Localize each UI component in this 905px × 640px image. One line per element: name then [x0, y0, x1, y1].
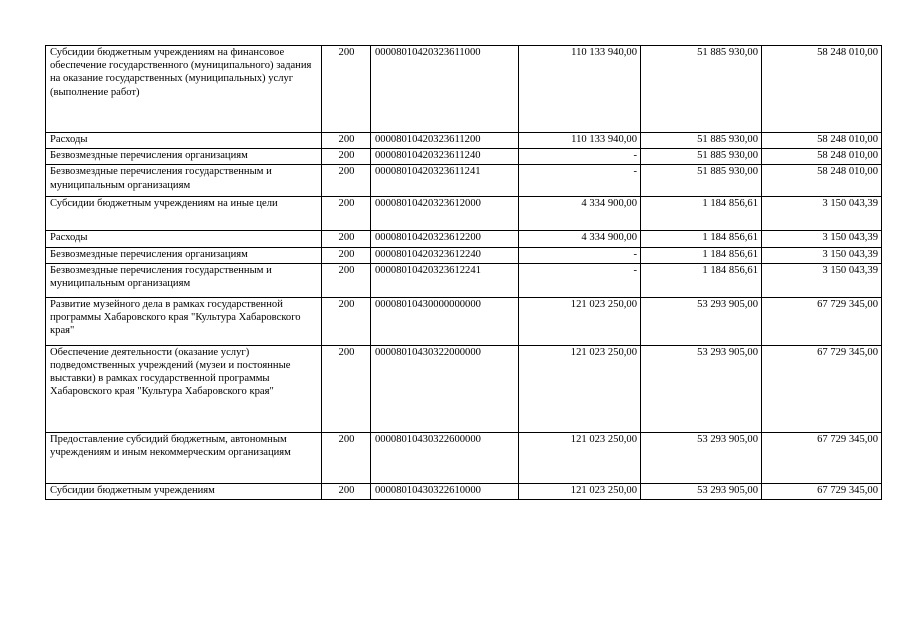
row-unexecuted: 3 150 043,39	[762, 197, 882, 231]
row-executed: 1 184 856,61	[641, 247, 762, 263]
row-code: 200	[322, 297, 371, 345]
table-row	[46, 133, 882, 149]
row-approved: -	[519, 247, 641, 263]
row-approved: -	[519, 149, 641, 165]
row-kbk: 00008010420323612241	[371, 263, 519, 297]
row-unexecuted: 3 150 043,39	[762, 247, 882, 263]
row-executed: 51 885 930,00	[641, 133, 762, 149]
table-row	[46, 483, 882, 499]
row-executed: 53 293 905,00	[641, 345, 762, 432]
row-code: 200	[322, 133, 371, 149]
row-kbk: 00008010420323611240	[371, 149, 519, 165]
row-approved: 121 023 250,00	[519, 297, 641, 345]
row-kbk: 00008010420323612000	[371, 197, 519, 231]
row-kbk: 00008010430322600000	[371, 432, 519, 483]
row-code: 200	[322, 345, 371, 432]
row-executed: 1 184 856,61	[641, 197, 762, 231]
row-approved: -	[519, 165, 641, 197]
table-row	[46, 149, 882, 165]
table-body	[46, 46, 882, 500]
row-kbk: 00008010430322610000	[371, 483, 519, 499]
row-code: 200	[322, 231, 371, 247]
row-name: Субсидии бюджетным учреждениям	[46, 483, 322, 499]
table-row	[46, 247, 882, 263]
row-unexecuted: 67 729 345,00	[762, 483, 882, 499]
row-name: Субсидии бюджетным учреждениям на финансовое обеспечение государственного (муниципального) задания на оказание государственных (муниципальных) услуг (выполнение работ)	[46, 46, 322, 133]
row-code: 200	[322, 247, 371, 263]
row-name: Развитие музейного дела в рамках государственной программы Хабаровского края "Культура Хабаровского края"	[46, 297, 322, 345]
row-kbk: 00008010420323612240	[371, 247, 519, 263]
table-row	[46, 165, 882, 197]
row-kbk: 00008010430000000000	[371, 297, 519, 345]
row-approved: 4 334 900,00	[519, 197, 641, 231]
row-name: Расходы	[46, 133, 322, 149]
row-executed: 1 184 856,61	[641, 263, 762, 297]
row-unexecuted: 67 729 345,00	[762, 345, 882, 432]
row-executed: 1 184 856,61	[641, 231, 762, 247]
row-kbk: 00008010420323612200	[371, 231, 519, 247]
row-name: Субсидии бюджетным учреждениям на иные цели	[46, 197, 322, 231]
table-row	[46, 46, 882, 133]
row-unexecuted: 67 729 345,00	[762, 297, 882, 345]
table-row	[46, 297, 882, 345]
row-code: 200	[322, 46, 371, 133]
row-unexecuted: 58 248 010,00	[762, 46, 882, 133]
row-name: Обеспечение деятельности (оказание услуг) подведомственных учреждений (музеи и постоянные выставки) в рамках государственной программы Хабаровского края "Культура Хабаровского края"	[46, 345, 322, 432]
table-row	[46, 345, 882, 432]
row-approved: 110 133 940,00	[519, 133, 641, 149]
row-unexecuted: 58 248 010,00	[762, 133, 882, 149]
row-approved: -	[519, 263, 641, 297]
table-row	[46, 432, 882, 483]
row-code: 200	[322, 149, 371, 165]
table-row	[46, 231, 882, 247]
row-code: 200	[322, 165, 371, 197]
row-name: Расходы	[46, 231, 322, 247]
row-name: Безвозмездные перечисления государственным и муниципальным организациям	[46, 165, 322, 197]
row-unexecuted: 58 248 010,00	[762, 149, 882, 165]
row-name: Безвозмездные перечисления государственным и муниципальным организациям	[46, 263, 322, 297]
row-unexecuted: 3 150 043,39	[762, 263, 882, 297]
row-name: Безвозмездные перечисления организациям	[46, 149, 322, 165]
row-kbk: 00008010420323611200	[371, 133, 519, 149]
table-row	[46, 263, 882, 297]
row-code: 200	[322, 483, 371, 499]
row-approved: 121 023 250,00	[519, 483, 641, 499]
row-executed: 53 293 905,00	[641, 297, 762, 345]
row-approved: 110 133 940,00	[519, 46, 641, 133]
budget-execution-table	[45, 45, 882, 500]
row-code: 200	[322, 263, 371, 297]
table-row	[46, 197, 882, 231]
row-approved: 4 334 900,00	[519, 231, 641, 247]
row-unexecuted: 3 150 043,39	[762, 231, 882, 247]
row-kbk: 00008010430322000000	[371, 345, 519, 432]
row-unexecuted: 58 248 010,00	[762, 165, 882, 197]
row-executed: 53 293 905,00	[641, 483, 762, 499]
row-executed: 51 885 930,00	[641, 165, 762, 197]
row-executed: 53 293 905,00	[641, 432, 762, 483]
row-unexecuted: 67 729 345,00	[762, 432, 882, 483]
row-kbk: 00008010420323611241	[371, 165, 519, 197]
row-approved: 121 023 250,00	[519, 432, 641, 483]
row-executed: 51 885 930,00	[641, 149, 762, 165]
row-name: Предоставление субсидий бюджетным, автономным учреждениям и иным некоммерческим организациям	[46, 432, 322, 483]
row-approved: 121 023 250,00	[519, 345, 641, 432]
row-code: 200	[322, 197, 371, 231]
row-code: 200	[322, 432, 371, 483]
row-executed: 51 885 930,00	[641, 46, 762, 133]
row-kbk: 00008010420323611000	[371, 46, 519, 133]
row-name: Безвозмездные перечисления организациям	[46, 247, 322, 263]
